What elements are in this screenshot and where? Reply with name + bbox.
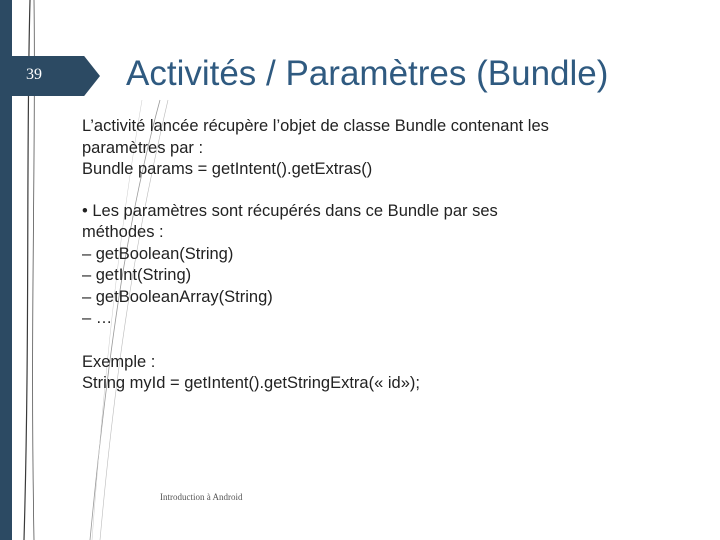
example-label: Exemple : [82,352,156,371]
body-line: paramètres par : [82,138,204,157]
slide-body [82,116,682,395]
example-code: String myId = getIntent().getStringExtra(« id»); [82,374,420,392]
slide-footer: Introduction à Android [160,492,243,502]
slide-title: Activités / Paramètres (Bundle) [126,54,609,93]
method-item: – getInt(String) [82,266,192,284]
bullet-line: • Les paramètres sont récupérés dans ce Bundle par ses [82,201,498,220]
page-number: 39 [26,66,42,83]
method-item: – getBooleanArray(String) [82,287,273,306]
body-line: Bundle params = getIntent().getExtras() [82,160,373,178]
method-item: – … [82,309,113,327]
method-item: – getBoolean(String) [82,244,234,263]
body-line: méthodes : [82,223,164,241]
body-line: L’activité lancée récupère l’objet de classe Bundle contenant les [82,117,549,135]
